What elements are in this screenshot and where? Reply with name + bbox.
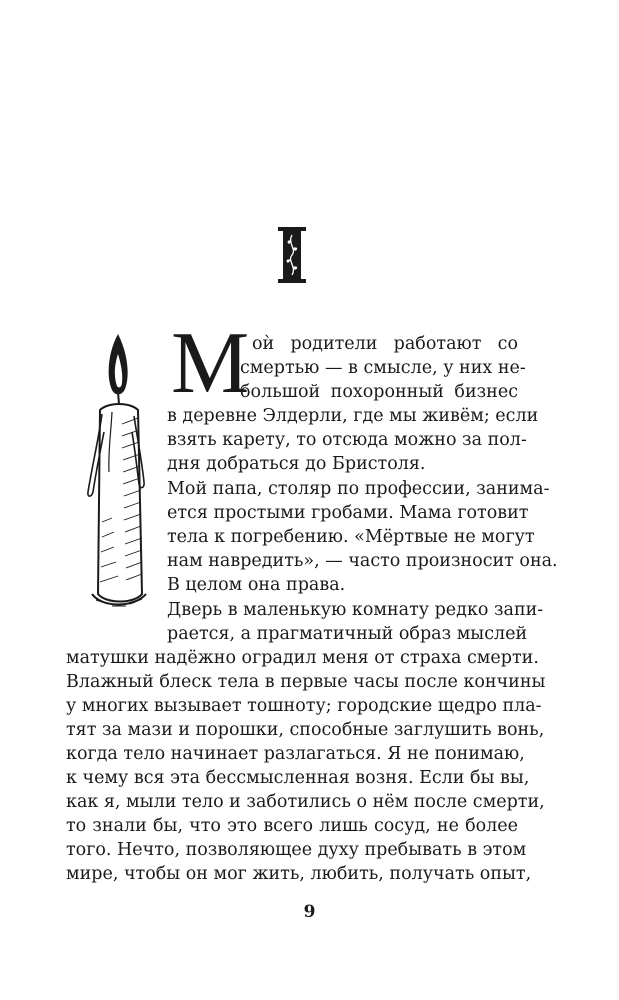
text-line: взять карету, то отсюда можно за пол-	[167, 430, 527, 450]
text-line: того. Нечто, позволяющее духу пребывать в этом	[66, 840, 527, 860]
text-line: как я, мыли тело и заботились о нём после смерти,	[66, 792, 545, 812]
text-line: Мой папа, столяр по профессии, занима-	[167, 479, 550, 499]
text-line: Влажный блеск тела в первые часы после кончины	[66, 672, 546, 692]
text-line: дня добраться до Бристоля.	[167, 454, 426, 474]
text-line: тела к погребению. «Мёртвые не могут	[167, 527, 535, 547]
text-line: то знали бы, что это всего лишь сосуд, не более	[66, 816, 518, 836]
text-line: матушки надёжно оградил меня от страха смерти.	[66, 648, 539, 668]
chapter-number-ornament	[278, 227, 306, 283]
vine-ornament-icon	[283, 233, 301, 277]
text-line: в деревне Элдерли, где мы живём; если	[167, 406, 539, 426]
text-line: нам навредить», — часто произносит она.	[167, 551, 558, 571]
text-line: рается, а прагматичный образ мыслей	[167, 624, 528, 644]
text-line: тят за мази и порошки, способные заглушить вонь,	[66, 720, 545, 740]
text-line: оѝ родители работают со	[252, 334, 518, 354]
text-line: Дверь в маленькую комнату редко запи-	[167, 600, 544, 620]
page-number: 9	[303, 902, 316, 922]
text-line: смертью — в смысле, у них не-	[240, 358, 526, 378]
text-line: ется простыми гробами. Мама готовит	[167, 503, 529, 523]
drop-cap: М	[171, 315, 250, 412]
text-line: у многих вызывает тошноту; городские щедро пла-	[66, 696, 542, 716]
text-line: когда тело начинает разлагаться. Я не понимаю,	[66, 744, 525, 764]
text-line: большой похоронный бизнес	[240, 382, 518, 402]
candle-illustration-icon	[78, 332, 158, 617]
text-line: к чему вся эта бессмысленная возня. Если бы вы,	[66, 768, 530, 788]
text-line: В целом она права.	[167, 575, 346, 595]
text-line: мире, чтобы он мог жить, любить, получать опыт,	[66, 864, 532, 884]
